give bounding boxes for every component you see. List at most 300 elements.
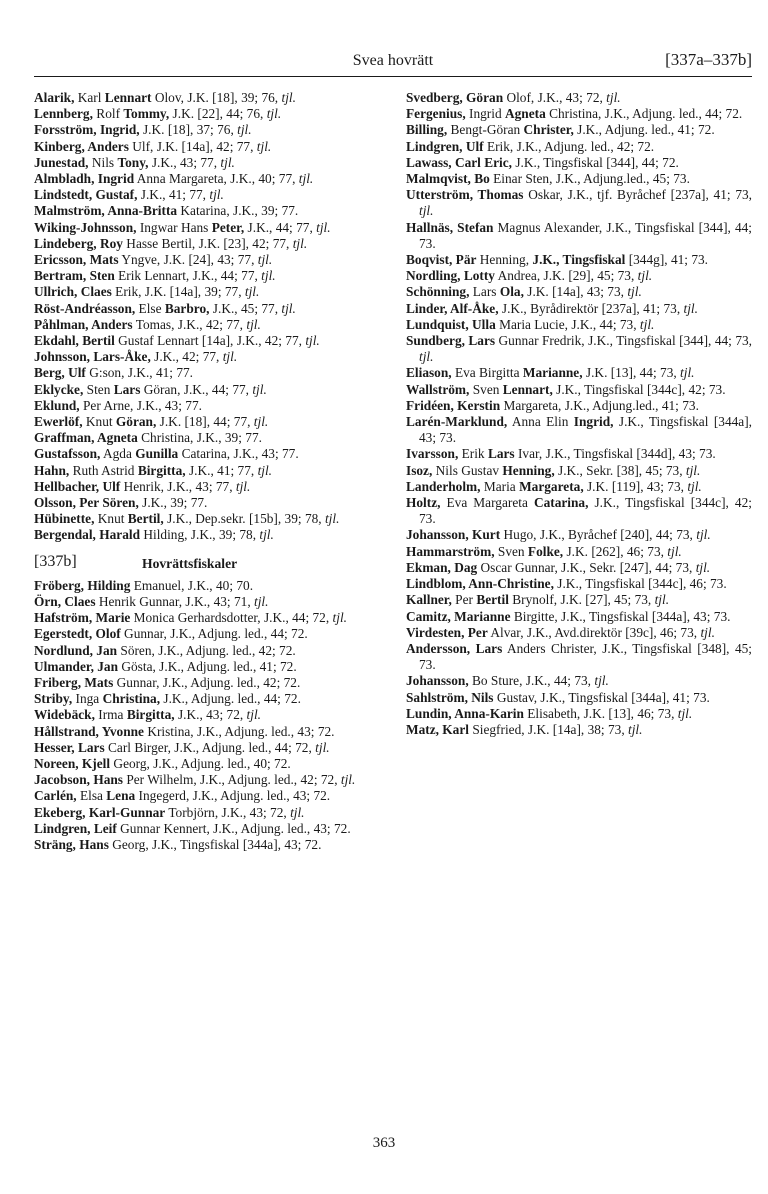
entry-surname: Hallnäs, Stefan [406, 219, 494, 235]
entry-given: Sören, J.K., Adjung. led., 42; 72. [117, 642, 296, 658]
entry-surname: Ericsson, Mats [34, 252, 119, 268]
entry-call-name: Peter, [211, 219, 245, 235]
entry-note: tjl. [290, 804, 305, 820]
entry-call-name: J.K., Tingsfiskal [532, 252, 626, 268]
entry [34, 301, 380, 317]
entry-note: tjl. [627, 284, 642, 300]
entry [34, 837, 380, 853]
entry-surname: Olsson, Per Sören, [34, 495, 139, 511]
section-range: [337a–337b] [665, 50, 752, 69]
entry-details: Göran, J.K., 44; 77, [140, 381, 253, 397]
entry-call-name: Christer, [523, 122, 574, 138]
entry-note: tjl. [266, 106, 282, 122]
entry [406, 365, 752, 381]
entry [406, 576, 752, 592]
entry [34, 578, 380, 594]
entry-given: Margareta, J.K., Adjung.led., 41; 73. [500, 397, 699, 413]
entry-note: tjl. [235, 478, 251, 494]
entry-surname: Lindblom, Ann-Christine, [406, 576, 554, 592]
entry-given: J.K., Tingsfiskal [344c], 46; 73. [553, 576, 727, 592]
entry [406, 187, 752, 219]
entry-surname: Hammarström, [406, 543, 495, 559]
entry-given: Nils [88, 154, 118, 170]
entry-note: tjl. [700, 624, 715, 640]
entry [406, 398, 752, 414]
entry-given: Emanuel, J.K., 40; 70. [130, 577, 254, 593]
entry-surname: Påhlman, Anders [34, 316, 133, 332]
entry [406, 106, 752, 122]
running-header [34, 50, 752, 78]
entry-given: Agda [100, 446, 136, 462]
entry-surname: Andersson, Lars [406, 640, 503, 656]
entry [34, 398, 380, 414]
entry-given: Maria Lucie, J.K., 44; 73, [495, 316, 640, 332]
entry-surname: Ekeberg, Karl-Gunnar [34, 804, 166, 820]
entry-given: Per Arne, J.K., 43; 77. [79, 397, 202, 413]
entry-note: tjl. [685, 462, 701, 478]
right-column [406, 90, 752, 738]
entry-given: Inga [72, 691, 103, 707]
entry-given: Lars [469, 284, 500, 300]
entry-surname: Ivarsson, [406, 446, 459, 462]
entry-given: Monica Gerhardsdotter, J.K., 44; 72, [130, 610, 333, 626]
entry-given: Gunnar Fredrik, J.K., Tingsfiskal [344], 44; 73, [495, 333, 752, 349]
entry-surname: Malmqvist, Bo [406, 171, 490, 187]
entry-details: J.K. [13], 44; 73, [582, 365, 681, 381]
entry [34, 511, 380, 527]
entry-call-name: Marianne, [522, 365, 583, 381]
entry-note: tjl. [639, 316, 655, 332]
entry-details: J.K., 45; 77, [209, 300, 282, 316]
entry-note: tjl. [696, 527, 711, 543]
entry-surname: Forsström, Ingrid, [34, 122, 140, 138]
entry-details: J.K., Tingsfiskal [344c], 42; 73. [419, 495, 752, 527]
entry-call-name: Christina, [102, 691, 161, 707]
entry-note: tjl. [252, 381, 267, 397]
entry-given: Gunnar Kennert, J.K., Adjung. led., 43; 72. [116, 820, 351, 836]
entry-given: Georg, J.K., Tingsfiskal [344a], 43; 72. [108, 836, 322, 852]
entry-surname: Fergenius, [406, 106, 466, 122]
entry-call-name: Lennart [104, 90, 152, 105]
entry-details: J.K., Dep.sekr. [15b], 39; 78, [163, 511, 325, 527]
entry-given: Sven [469, 381, 503, 397]
entry-surname: Holtz, [406, 495, 441, 511]
entry-call-name: Gunilla [135, 446, 179, 462]
entry [34, 805, 380, 821]
entry-details: Ivar, J.K., Tingsfiskal [344d], 43; 73. [514, 446, 716, 462]
entry-details: [344g], 41; 73. [625, 252, 709, 268]
entry-surname: Ewerlöf, [34, 414, 83, 430]
entry [34, 382, 380, 398]
entry-note: tjl. [683, 300, 698, 316]
entry-note: tjl. [305, 333, 320, 349]
entry [34, 643, 380, 659]
entry-given: Einar Sten, J.K., Adjung.led., 45; 73. [489, 171, 690, 187]
entry [34, 675, 380, 691]
entry-call-name: Ola, [499, 284, 524, 300]
entry [34, 788, 380, 804]
entry-note: tjl. [257, 252, 273, 268]
entry-given: Henning, [476, 252, 533, 268]
entry-surname: Widebäck, [34, 707, 95, 723]
entry-details: J.K., Adjung. led., 41; 72. [573, 122, 715, 138]
entry-note: tjl. [606, 90, 621, 105]
entry-given: Bengt-Göran [447, 122, 524, 138]
entry [406, 625, 752, 641]
entry-details: J.K. [22], 44; 76, [169, 106, 267, 122]
entry [406, 592, 752, 608]
entry-surname: Hafström, Marie [34, 610, 131, 626]
entry-surname: Sträng, Hans [34, 836, 109, 852]
entry-surname: Alarik, [34, 90, 75, 105]
entry-surname: Sahlström, Nils [406, 689, 494, 705]
entry-surname: Nordling, Lotty [406, 268, 495, 284]
entry [406, 479, 752, 495]
entry-surname: Hesser, Lars [34, 739, 105, 755]
entry-surname: Hållstrand, Yvonne [34, 723, 144, 739]
entry-given: Rolf [92, 106, 124, 122]
entry-surname: Egerstedt, Olof [34, 626, 121, 642]
entry [406, 690, 752, 706]
entry-note: tjl. [637, 268, 653, 284]
entry [406, 220, 752, 252]
entry-note: tjl. [246, 707, 262, 723]
entry [34, 414, 380, 430]
entry-given: Siegfried, J.K. [14a], 38; 73, [469, 721, 628, 737]
entry-given: Oscar Gunnar, J.K., Sekr. [247], 44; 73, [477, 559, 696, 575]
entry-given: Katarina, J.K., 39; 77. [177, 203, 299, 219]
entry [406, 527, 752, 543]
entry [34, 772, 380, 788]
entry-given: Anna Margareta, J.K., 40; 77, [134, 171, 299, 187]
entry-details: J.K., Tingsfiskal [344a], 43; 73. [419, 414, 752, 446]
entry-surname: Linder, Alf-Åke, [406, 300, 499, 316]
entry-given: Gunnar, J.K., Adjung. led., 44; 72. [120, 626, 308, 642]
running-title: Svea hovrätt [352, 52, 434, 69]
entry-surname: Johansson, [406, 673, 469, 689]
entry-surname: Lindgren, Ulf [406, 138, 484, 154]
entry-details: J.K. [14a], 43; 73, [523, 284, 628, 300]
entry-surname: Isoz, [406, 462, 433, 478]
left-column [34, 90, 380, 853]
section-code: [337b] [34, 552, 77, 570]
entry [34, 236, 380, 252]
entry-given: Henrik, J.K., 43; 77, [120, 478, 236, 494]
entry-surname: Johansson, Kurt [406, 527, 501, 543]
entry-given: Irma [94, 707, 127, 723]
entry [406, 90, 752, 106]
entry-surname: Hübinette, [34, 511, 95, 527]
entry-note: tjl. [246, 316, 261, 332]
entry-surname: Lindeberg, Roy [34, 235, 123, 251]
entry-given: Eva Margareta [440, 495, 534, 511]
entry-surname: Noreen, Kjell [34, 755, 111, 771]
entry-call-name: Bertil [476, 592, 509, 608]
entry-surname: Hahn, [34, 462, 70, 478]
entry-call-name: Birgitta, [137, 462, 186, 478]
entry-given: Nils Gustav [432, 462, 503, 478]
entry-surname: Bertram, Sten [34, 268, 115, 284]
entry-note: tjl. [259, 527, 274, 543]
entry [406, 317, 752, 333]
entry-surname: Boqvist, Pär [406, 252, 477, 268]
entry [406, 284, 752, 300]
entry-surname: Gustafsson, [34, 446, 101, 462]
entry [34, 317, 380, 333]
entry-given: Henrik Gunnar, J.K., 43; 71, [95, 593, 254, 609]
entry-given: Elisabeth, J.K. [13], 46; 73, [523, 705, 678, 721]
entry-note: tjl. [677, 705, 693, 721]
entry-surname: Virdesten, Per [406, 624, 488, 640]
entry-given: Ruth Astrid [69, 462, 138, 478]
entry [406, 171, 752, 187]
entry-details: J.K., Adjung. led., 44; 72. [160, 691, 301, 707]
entry-call-name: Agneta [504, 106, 546, 122]
entry-surname: Malmström, Anna-Britta [34, 203, 178, 219]
entry [34, 430, 380, 446]
entry-surname: Carlén, [34, 788, 77, 804]
entry-given: Carl Birger, J.K., Adjung. led., 44; 72, [104, 739, 316, 755]
entry-surname: Jacobson, Hans [34, 772, 123, 788]
entry [406, 609, 752, 625]
entry-call-name: Lennart, [502, 381, 553, 397]
entry-surname: Lawass, Carl Eric, [406, 154, 513, 170]
entry-surname: Schönning, [406, 284, 470, 300]
entry-given: G:son, J.K., 41; 77. [85, 365, 194, 381]
entry-note: tjl. [324, 511, 340, 527]
entry [406, 446, 752, 462]
entry [406, 495, 752, 527]
entry [34, 268, 380, 284]
entry-note: tjl. [628, 721, 643, 737]
entry-given: Magnus Alexander, J.K., Tingsfiskal [344], 44; 73. [419, 219, 752, 251]
entry-given: Ingwar Hans [136, 219, 212, 235]
entry-call-name: Lars [487, 446, 515, 462]
entry [406, 252, 752, 268]
entry-surname: Wallström, [406, 381, 470, 397]
entry-details: Catarina, J.K., 43; 77. [178, 446, 299, 462]
entry-given: Erik, J.K. [14a], 39; 77, [111, 284, 245, 300]
entry-given: Bo Sture, J.K., 44; 73, [468, 673, 595, 689]
entry [34, 139, 380, 155]
entry-given: Sten [83, 381, 114, 397]
entry-note: tjl. [292, 235, 308, 251]
entry-given: Ingrid [465, 106, 505, 122]
entry-given: Hugo, J.K., Byråchef [240], 44; 73, [500, 527, 697, 543]
entry-surname: Camitz, Marianne [406, 608, 511, 624]
entry-given: Else [135, 300, 165, 316]
entry [34, 724, 380, 740]
entry-note: tjl. [209, 187, 224, 203]
entry-details: J.K. [18], 44; 77, [156, 414, 254, 430]
entry-call-name: Tommy, [123, 106, 170, 122]
entry-given: Georg, J.K., Adjung. led., 40; 72. [110, 755, 291, 771]
entry [406, 382, 752, 398]
entry-details: Brynolf, J.K. [27], 45; 73, [508, 592, 655, 608]
entry-note: tjl. [220, 154, 235, 170]
entry [34, 90, 380, 106]
entry-given: Gunnar, J.K., Adjung. led., 42; 72. [113, 674, 301, 690]
entry-surname: Fridéen, Kerstin [406, 397, 501, 413]
entry-details: J.K., 43; 72, [174, 707, 247, 723]
entry-given: Birgitte, J.K., Tingsfiskal [344a], 43; 73. [510, 608, 731, 624]
entry-note: tjl. [594, 673, 609, 689]
entry [34, 626, 380, 642]
entry-given: Torbjörn, J.K., 43; 72, [165, 804, 291, 820]
entry-call-name: Göran, [115, 414, 157, 430]
entry-given: Maria [480, 478, 520, 494]
entry-surname: Billing, [406, 122, 448, 138]
entry-surname: Friberg, Mats [34, 674, 114, 690]
entry-note: tjl. [419, 349, 434, 365]
entry [34, 333, 380, 349]
entry-details: J.K., Sekr. [38], 45; 73, [554, 462, 686, 478]
entry [406, 414, 752, 446]
entry-surname: Berg, Ulf [34, 365, 86, 381]
entry [406, 122, 752, 138]
entry [34, 821, 380, 837]
entry-given: Anders Christer, J.K., Tingsfiskal [348], 45; 73. [419, 640, 752, 673]
entry [34, 187, 380, 203]
entry-surname: Sundberg, Lars [406, 333, 496, 349]
entry-surname: Eliason, [406, 365, 452, 381]
entry-call-name: Margareta, [519, 478, 584, 494]
entry-given: Knut [94, 511, 128, 527]
entry-call-name: Tony, [117, 154, 149, 170]
entry-call-name: Lars [113, 381, 141, 397]
entry-note: tjl. [654, 592, 670, 608]
entry-surname: Ekman, Dag [406, 559, 478, 575]
entry-given: Tomas, J.K., 42; 77, [132, 316, 247, 332]
entry-surname: Eklycke, [34, 381, 84, 397]
entry-surname: Almbladh, Ingrid [34, 171, 135, 187]
entry-surname: Striby, [34, 691, 73, 707]
entry-given: Christina, J.K., 39; 77. [137, 430, 262, 446]
entry-note: tjl. [419, 203, 434, 219]
entry [34, 171, 380, 187]
entry-surname: Landerholm, [406, 478, 481, 494]
entry-note: tjl. [254, 593, 269, 609]
entry-surname: Ekdahl, Bertil [34, 333, 115, 349]
entry-given: Andrea, J.K. [29], 45; 73, [494, 268, 638, 284]
entry-details: J.K., Tingsfiskal [344c], 42; 73. [552, 381, 726, 397]
entry-note: tjl. [237, 122, 252, 138]
entry-given: Ulf, J.K. [14a], 42; 77, [128, 138, 257, 154]
entry-surname: Lundquist, Ulla [406, 316, 496, 332]
entry [34, 479, 380, 495]
entry-note: tjl. [340, 772, 356, 788]
entry-given: Sven [494, 543, 528, 559]
entry-given: Per [451, 592, 477, 608]
entry-given: Anna Elin [507, 414, 574, 430]
entry-given: Erik, J.K., Adjung. led., 42; 72. [483, 138, 655, 154]
entry-given: J.K., 42; 77, [150, 349, 223, 365]
entry-surname: Utterström, Thomas [406, 187, 524, 203]
entry-details: J.K., 41; 77, [185, 462, 258, 478]
entry-note: tjl. [316, 219, 331, 235]
entry-surname: Johnsson, Lars-Åke, [34, 349, 151, 365]
entry-surname: Bergendal, Harald [34, 527, 141, 543]
entry [34, 610, 380, 626]
entry-given: Karl [74, 90, 105, 105]
entry-call-name: Barbro, [164, 300, 210, 316]
entry [34, 495, 380, 511]
entry [34, 106, 380, 122]
entry-surname: Röst-Andréasson, [34, 300, 136, 316]
entry [406, 463, 752, 479]
entry-surname: Larén-Marklund, [406, 414, 508, 430]
entry [406, 706, 752, 722]
entry-surname: Lennberg, [34, 106, 93, 122]
entry [406, 139, 752, 155]
entry-details: Christina, J.K., Adjung. led., 44; 72. [545, 106, 743, 122]
section-heading [34, 554, 380, 574]
entry-note: tjl. [680, 365, 695, 381]
entry-call-name: Ingrid, [573, 414, 614, 430]
entry-list-fiskaler-continued [406, 90, 752, 738]
entry-call-name: Bertil, [127, 511, 164, 527]
entry [34, 122, 380, 138]
entry-surname: Lundin, Anna-Karin [406, 705, 524, 721]
entry [34, 252, 380, 268]
entry-given: Gustav, J.K., Tingsfiskal [344a], 41; 73. [493, 689, 710, 705]
entry [406, 301, 752, 317]
entry-surname: Lindgren, Leif [34, 820, 117, 836]
entry [34, 659, 380, 675]
entry [34, 155, 380, 171]
entry-given: Kristina, J.K., Adjung. led., 43; 72. [143, 723, 335, 739]
section-title: Hovrättsfiskaler [142, 555, 238, 571]
entry [34, 463, 380, 479]
entry-surname: Lindstedt, Gustaf, [34, 187, 138, 203]
entry [34, 707, 380, 723]
entry [34, 527, 380, 543]
entry-surname: Fröberg, Hilding [34, 577, 131, 593]
entry-details: J.K., 43; 77, [148, 154, 221, 170]
entry-note: tjl. [256, 138, 272, 154]
entry-note: tjl. [667, 543, 682, 559]
entry [406, 673, 752, 689]
entry-surname: Eklund, [34, 397, 80, 413]
entry-surname: Kinberg, Anders [34, 138, 129, 154]
entry-given: Erik Lennart, J.K., 44; 77, [114, 268, 262, 284]
entry [34, 740, 380, 756]
header-rule [34, 76, 752, 77]
entry-call-name: Folke, [527, 543, 564, 559]
entry-given: Eva Birgitta [451, 365, 523, 381]
entry [406, 268, 752, 284]
entry-note: tjl. [695, 559, 711, 575]
entry-given: Per Wilhelm, J.K., Adjung. led., 42; 72, [122, 772, 341, 788]
entry-given: Yngve, J.K. [24], 43; 77, [118, 252, 258, 268]
entry-surname: Örn, Claes [34, 593, 96, 609]
entry-note: tjl. [222, 349, 238, 365]
entry [34, 284, 380, 300]
entry-note: tjl. [298, 171, 314, 187]
entry [34, 594, 380, 610]
entry [406, 641, 752, 673]
entry-list-judges [34, 90, 380, 544]
entry-details: Olov, J.K. [18], 39; 76, [151, 90, 282, 105]
entry [406, 560, 752, 576]
entry [406, 155, 752, 171]
entry-given: Gösta, J.K., Adjung. led., 41; 72. [118, 658, 297, 674]
entry [34, 691, 380, 707]
entry-call-name: Lena [106, 788, 136, 804]
entry-given: Oskar, J.K., tjf. Byråchef [237a], 41; 73, [523, 187, 752, 203]
entry [406, 544, 752, 560]
entry-note: tjl. [244, 284, 260, 300]
